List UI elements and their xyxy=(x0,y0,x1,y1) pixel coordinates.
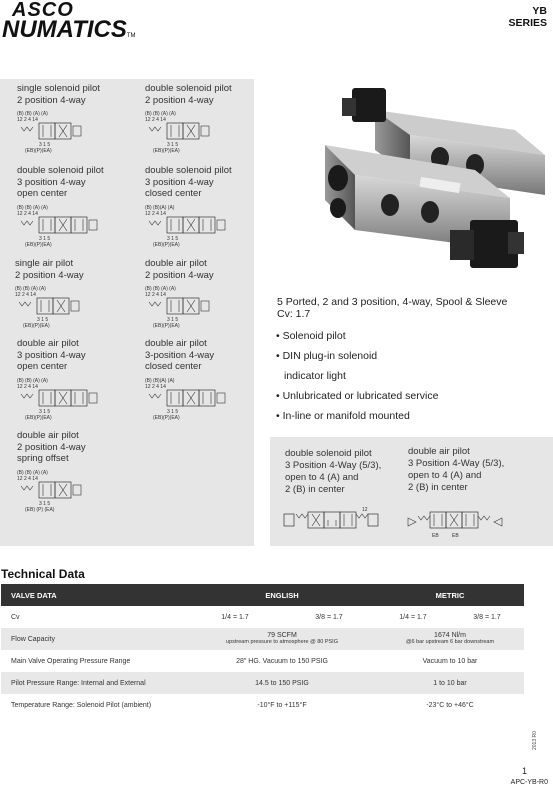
feature-item: • In-line or manifold mounted xyxy=(276,410,410,422)
row-label: Cv xyxy=(11,613,20,621)
port-label: 3 1 5 xyxy=(167,317,179,323)
port-label: (EB)(P)(EA) xyxy=(153,241,180,248)
cell-metric: 1 to 10 bar xyxy=(376,672,524,694)
symbol-title: 3 position 4-way xyxy=(145,176,214,188)
valve-schematic xyxy=(145,284,245,330)
symbol-title: double solenoid pilot xyxy=(17,165,104,176)
row-label: Temperature Range: Solenoid Pilot (ambient) xyxy=(11,701,152,709)
cell-english: 14.5 to 150 PSIG xyxy=(188,672,376,694)
schematic-double-solenoid-3pos xyxy=(282,502,382,536)
port-label: (EB)(P)(EA) xyxy=(25,414,52,421)
port-label: 3 1 5 xyxy=(39,500,51,507)
port-label: (EB)(P)(EA) xyxy=(153,148,180,154)
symbol-title: double solenoid pilot xyxy=(145,165,232,176)
port-label: (B) (B) (A) (A) xyxy=(145,111,176,117)
series-label xyxy=(508,5,547,29)
description-line2: Cv: 1.7 xyxy=(277,308,311,320)
port-label: 3 1 5 xyxy=(39,142,51,148)
symbol-title: closed center xyxy=(145,361,202,372)
technical-data-title: Technical Data xyxy=(1,567,85,581)
cell-metric: -23°C to +46°C xyxy=(426,701,474,709)
port-label: 3 1 5 xyxy=(39,408,51,415)
series-line1: YB xyxy=(532,5,547,17)
valve-schematic xyxy=(145,109,245,155)
port-label: (EB)(P)(EA) xyxy=(25,148,52,154)
port-label: (EB) (P) (EA) xyxy=(25,506,55,513)
cell-metric: Vacuum to 10 bar xyxy=(422,657,478,665)
logo-line2: NUMATICS xyxy=(2,16,127,43)
valve-symbol xyxy=(17,83,142,160)
symbol-title: double air pilot xyxy=(17,338,79,349)
symbol-title: 2 position 4-way xyxy=(15,269,84,281)
port-label: 12 2 4 14 xyxy=(145,383,166,390)
document-id: APC-YB-R0 xyxy=(510,779,548,786)
symbol-title: 2 position 4-way xyxy=(145,94,214,106)
symbol-title: spring offset xyxy=(17,453,69,464)
valve-schematic xyxy=(17,376,117,422)
symbol-title: 2 position 4-way xyxy=(17,94,86,106)
feature-item: • DIN plug-in solenoid xyxy=(276,350,378,362)
valve-symbol xyxy=(145,83,270,160)
table-row xyxy=(1,694,524,716)
symbol-title: closed center xyxy=(145,188,202,199)
feature-item: indicator light xyxy=(284,370,346,382)
series-line2: SERIES xyxy=(508,17,547,29)
valve-symbol xyxy=(145,338,270,427)
port-label: 12 2 4 14 xyxy=(17,475,38,482)
cell-value: 79 SCFM xyxy=(267,632,297,639)
port-label: 12 2 4 14 xyxy=(145,117,166,123)
page-number: 1 xyxy=(521,766,527,776)
technical-data-table xyxy=(1,584,524,716)
table-row xyxy=(1,650,524,672)
symbol-title: double air pilot xyxy=(408,446,470,457)
table-row xyxy=(1,672,524,694)
valve-schematic xyxy=(17,109,117,155)
cell-english: 3/8 = 1.7 xyxy=(315,613,343,621)
valve-schematic xyxy=(15,284,115,330)
logo-tm: TM xyxy=(126,33,136,39)
valve-schematic xyxy=(17,203,117,249)
port-label: (EB)(P)(EA) xyxy=(153,414,180,421)
valve-symbol xyxy=(17,338,142,427)
cell-english: -10°F to +115°F xyxy=(257,701,307,709)
valve-schematic xyxy=(145,376,245,422)
port-label: 12 2 4 14 xyxy=(145,292,166,298)
port-label: (B) (B) (A) (A) xyxy=(145,286,176,292)
row-label: Pilot Pressure Range: Internal and External xyxy=(1,672,188,694)
port-label: 3 1 5 xyxy=(37,317,49,323)
cell-subtext: @6 bar upstream 6 bar downstream xyxy=(405,639,495,645)
port-label: 12 2 4 14 xyxy=(17,117,38,123)
cell-english: 28" HG. Vacuum to 150 PSIG xyxy=(236,657,328,665)
port-label: 12 2 4 14 xyxy=(15,292,36,298)
table-row xyxy=(1,606,524,628)
port-label: (B) (B) (A) (A) xyxy=(17,204,48,211)
symbol-title: open to 4 (A) and xyxy=(408,470,482,481)
symbol-title: open center xyxy=(17,361,68,372)
symbol-double-solenoid-3pos xyxy=(285,448,381,496)
port-label: (B) (B) (A) (A) xyxy=(15,286,46,292)
valve-symbol xyxy=(17,165,142,254)
header-metric: METRIC xyxy=(376,584,524,606)
valve-schematic xyxy=(145,203,245,249)
port-label: (B) (B) (A) (A) xyxy=(17,469,48,476)
symbol-title: double air pilot xyxy=(145,258,207,269)
symbol-title: double solenoid pilot xyxy=(145,83,232,94)
port-label: 12 2 4 14 xyxy=(145,210,166,217)
symbol-title: 2 (B) in center xyxy=(285,484,345,495)
port-label: EB xyxy=(432,533,439,539)
valve-symbol xyxy=(17,430,142,519)
feature-item: • Solenoid pilot xyxy=(276,330,346,342)
symbol-title: double air pilot xyxy=(17,430,79,441)
header-valve-data: VALVE DATA xyxy=(1,584,188,606)
feature-list xyxy=(276,330,546,430)
symbol-title: 2 position 4-way xyxy=(17,441,86,453)
asco-numatics-logo xyxy=(2,0,136,47)
port-label: 3 1 5 xyxy=(39,235,51,242)
symbol-title: open center xyxy=(17,188,68,199)
row-label: Flow Capacity xyxy=(1,628,188,650)
symbol-title: 2 position 4-way xyxy=(145,269,214,281)
port-label: (B) (B) (A) (A) xyxy=(17,377,48,384)
valve-symbol xyxy=(15,258,140,335)
valve-schematic xyxy=(17,468,117,514)
product-description xyxy=(277,296,547,320)
cell-subtext: upstream pressure to atmosphere @ 80 PSIG xyxy=(226,639,338,645)
port-label: (EB)(P)(EA) xyxy=(25,241,52,248)
revision-note: 2013 R0 xyxy=(532,731,538,750)
port-label: (EB)(P)(EA) xyxy=(153,323,180,329)
symbol-title: double air pilot xyxy=(145,338,207,349)
symbol-title: 3-position 4-way xyxy=(145,349,215,361)
feature-item: • Unlubricated or lubricated service xyxy=(276,390,439,402)
port-label: 12 xyxy=(362,507,368,513)
cell-metric xyxy=(376,628,524,650)
symbol-title: 3 position 4-way xyxy=(17,176,86,188)
port-label: (B) (B) (A) (A) xyxy=(17,111,48,117)
symbol-title: 3 Position 4-Way (5/3), xyxy=(408,458,505,469)
valve-symbol xyxy=(145,258,270,335)
symbol-title: double solenoid pilot xyxy=(285,448,372,459)
symbol-title: open to 4 (A) and xyxy=(285,472,359,483)
port-label: 12 2 4 14 xyxy=(17,383,38,390)
symbol-title: 3 position 4-way xyxy=(17,349,86,361)
schematic-double-air-3pos xyxy=(406,504,506,540)
cell-value: 1674 Nl/m xyxy=(434,632,466,639)
symbol-title: 2 (B) in center xyxy=(408,482,468,493)
cell-english xyxy=(188,628,376,650)
cell-metric: 1/4 = 1.7 xyxy=(399,613,427,621)
port-label: (B) (B)(A) (A) xyxy=(145,377,175,384)
symbol-title: single solenoid pilot xyxy=(17,83,100,94)
port-label: 3 1 5 xyxy=(167,142,179,148)
port-label: (EB)(P)(EA) xyxy=(23,323,50,329)
port-label: 3 1 5 xyxy=(167,408,179,415)
port-label: 12 2 4 14 xyxy=(17,210,38,217)
valve-symbol xyxy=(145,165,270,254)
port-label: (B) (B)(A) (A) xyxy=(145,204,175,211)
cell-metric: 3/8 = 1.7 xyxy=(473,613,501,621)
logo-line1: ASCO xyxy=(12,0,74,21)
valve-product-photo xyxy=(260,80,550,290)
port-label: EB xyxy=(452,533,459,539)
table-row xyxy=(1,628,524,650)
cell-english: 1/4 = 1.7 xyxy=(221,613,249,621)
header-english: ENGLISH xyxy=(188,584,376,606)
table-header-row xyxy=(1,584,524,606)
symbol-double-air-3pos xyxy=(408,446,504,494)
symbol-title: single air pilot xyxy=(15,258,74,269)
row-label: Main Valve Operating Pressure Range xyxy=(11,657,131,665)
symbol-title: 3 Position 4-Way (5/3), xyxy=(285,460,382,471)
description-line1: 5 Ported, 2 and 3 position, 4-way, Spool & Sleeve xyxy=(277,296,508,308)
port-label: 3 1 5 xyxy=(167,235,179,242)
